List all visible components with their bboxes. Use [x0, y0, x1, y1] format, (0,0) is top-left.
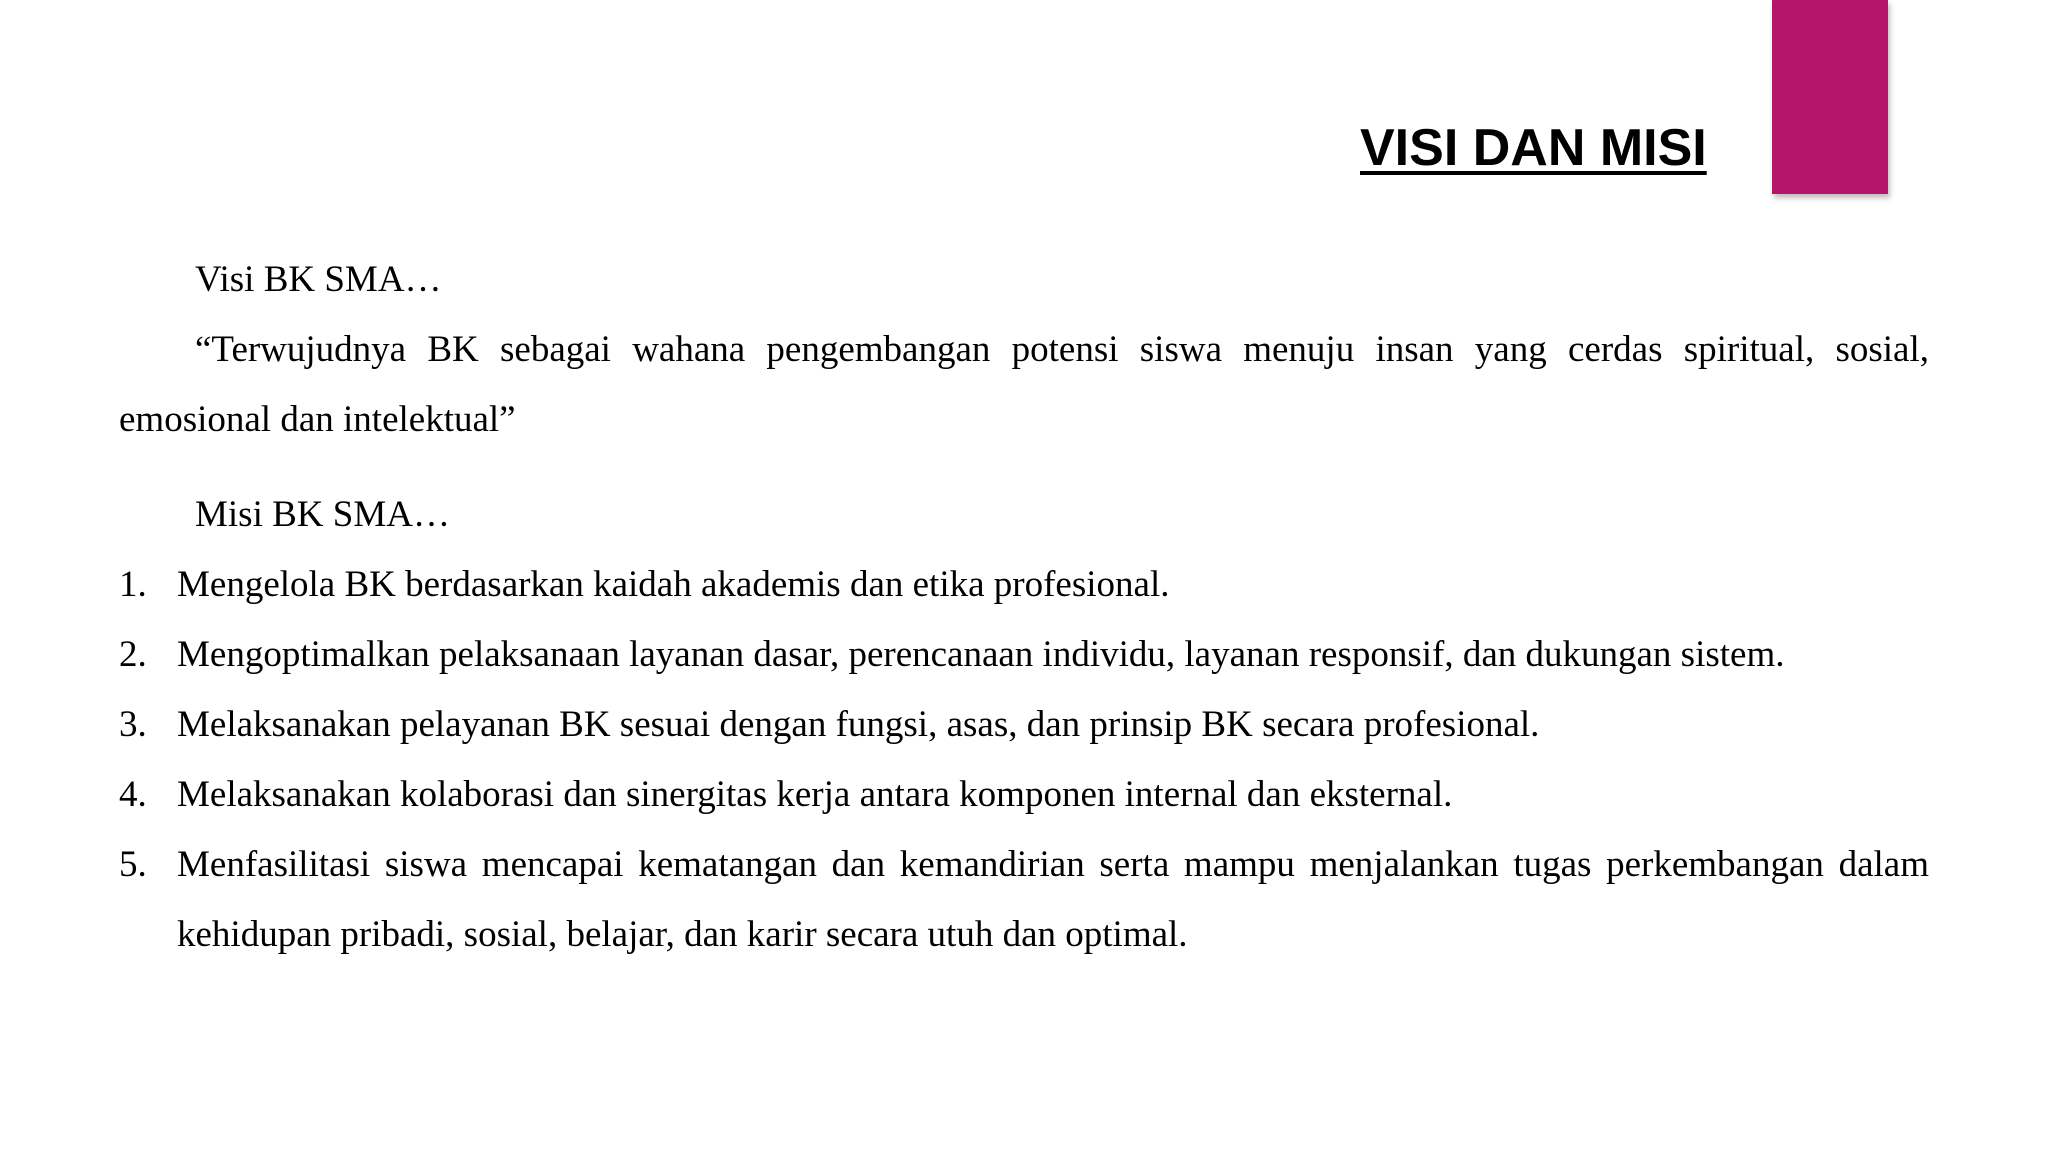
misi-item-number: 5. — [119, 844, 147, 885]
misi-item — [119, 760, 1929, 830]
misi-item — [119, 620, 1929, 690]
misi-item-text: Mengelola BK berdasarkan kaidah akademis dan etika profesional. — [177, 564, 1170, 605]
misi-item-number: 4. — [119, 774, 147, 815]
misi-item-number: 1. — [119, 564, 147, 605]
misi-list — [119, 550, 1929, 970]
misi-item-number: 3. — [119, 704, 147, 745]
misi-item-text: Menfasilitasi siswa mencapai kematangan dan kemandirian serta mampu menjalankan tugas perkembangan dalam kehidupan pribadi, sosial, belajar, dan karir secara utuh dan optimal. — [177, 844, 1929, 955]
misi-item — [119, 830, 1929, 970]
visi-heading: Visi BK SMA… — [195, 259, 442, 300]
misi-heading: Misi BK SMA… — [195, 494, 450, 535]
section-gap — [119, 455, 1929, 480]
misi-item-number: 2. — [119, 634, 147, 675]
slide-content — [119, 245, 1929, 970]
visi-text: “Terwujudnya BK sebagai wahana pengembangan potensi siswa menuju insan yang cerdas spiritual, sosial, emosional dan intelektual” — [119, 329, 1929, 440]
slide-title: VISI DAN MISI — [1360, 119, 1707, 177]
misi-item-text: Melaksanakan pelayanan BK sesuai dengan fungsi, asas, dan prinsip BK secara profesional. — [177, 704, 1540, 745]
accent-bar — [1772, 0, 1888, 194]
misi-item — [119, 550, 1929, 620]
misi-item — [119, 690, 1929, 760]
misi-item-text: Mengoptimalkan pelaksanaan layanan dasar, perencanaan individu, layanan responsif, dan dukungan sistem. — [177, 634, 1785, 675]
misi-item-text: Melaksanakan kolaborasi dan sinergitas kerja antara komponen internal dan eksternal. — [177, 774, 1453, 815]
